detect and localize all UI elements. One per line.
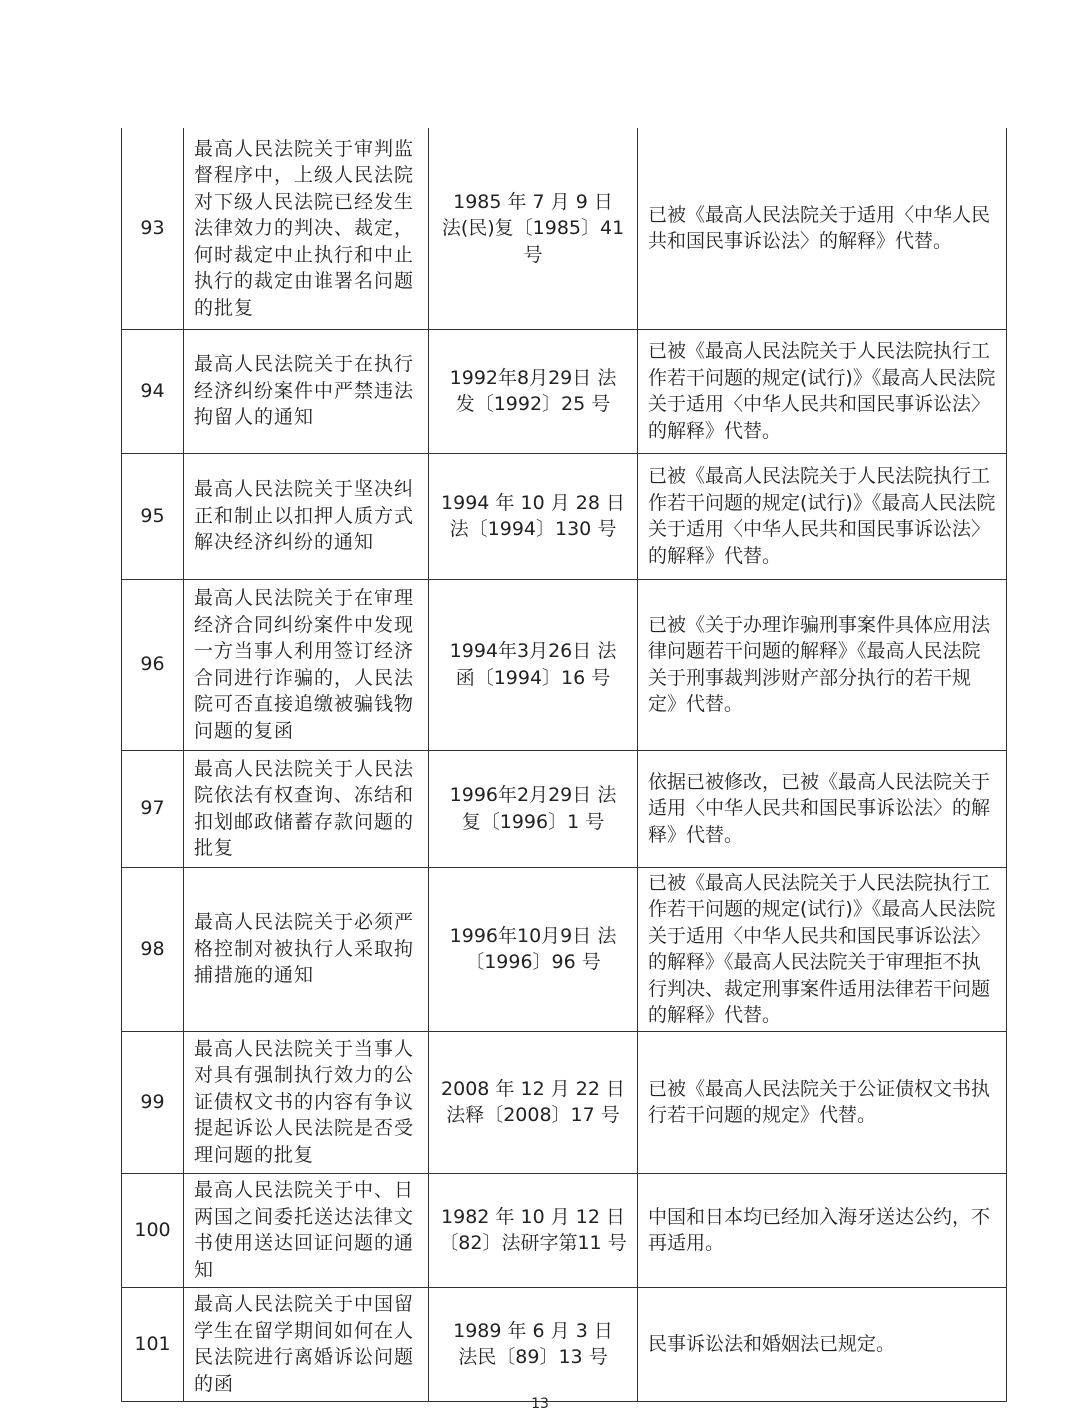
issue-info <box>429 1031 638 1173</box>
abolition-reason: 已被《最高人民法院关于人民法院执行工作若干问题的规定(试行)》《最高人民法院关于适用〈中华人民共和国民事诉讼法〉的解释》《最高人民法院关于审理拒不执行判决、裁定刑事案件适用法律若干问题的解释》代替。 <box>638 867 1007 1031</box>
issue-info <box>429 750 638 867</box>
document-title: 最高人民法院关于中国留学生在留学期间如何在人民法院进行离婚诉讼问题的函 <box>184 1287 429 1401</box>
table-row <box>122 750 1007 867</box>
document-number: 〔82〕法研字第11 号 <box>439 1232 627 1254</box>
issue-date: 1994年3月26日 法 <box>449 640 617 662</box>
document-title: 最高人民法院关于当事人对具有强制执行效力的公证债权文书的内容有争议提起诉讼人民法院是否受理问题的批复 <box>184 1031 429 1173</box>
document-number: 法〔1994〕130 号 <box>449 518 617 540</box>
issue-info <box>429 1287 638 1401</box>
row-number: 99 <box>122 1031 184 1173</box>
abolition-reason: 依据已被修改，已被《最高人民法院关于适用〈中华人民共和国民事诉讼法〉的解释》代替。 <box>638 750 1007 867</box>
issue-date: 1996年10月9日 法 <box>449 924 617 947</box>
document-number: 法(民)复〔1985〕41 号 <box>441 217 625 266</box>
abolition-reason: 中国和日本均已经加入海牙送达公约，不再适用。 <box>638 1173 1007 1287</box>
abolition-reason: 已被《最高人民法院关于人民法院执行工作若干问题的规定(试行)》《最高人民法院关于适用〈中华人民共和国民事诉讼法〉的解释》代替。 <box>638 453 1007 579</box>
issue-date: 1989 年 6 月 3 日 <box>453 1319 613 1342</box>
abolished-interpretations-table <box>121 128 1007 1402</box>
row-number: 97 <box>122 750 184 867</box>
table-row <box>122 1173 1007 1287</box>
table-row <box>122 453 1007 579</box>
row-number: 93 <box>122 128 184 329</box>
table-row <box>122 867 1007 1031</box>
issue-info <box>429 579 638 750</box>
document-title: 最高人民法院关于审判监督程序中，上级人民法院对下级人民法院已经发生法律效力的判决、裁定，何时裁定中止执行和中止执行的裁定由谁署名问题的批复 <box>184 128 429 329</box>
table-row <box>122 1031 1007 1173</box>
table-row <box>122 1287 1007 1401</box>
abolition-reason: 已被《最高人民法院关于人民法院执行工作若干问题的规定(试行)》《最高人民法院关于适用〈中华人民共和国民事诉讼法〉的解释》代替。 <box>638 329 1007 453</box>
table-row <box>122 579 1007 750</box>
abolition-reason: 已被《最高人民法院关于公证债权文书执行若干问题的规定》代替。 <box>638 1031 1007 1173</box>
document-title: 最高人民法院关于在执行经济纠纷案件中严禁违法拘留人的通知 <box>184 329 429 453</box>
document-title: 最高人民法院关于人民法院依法有权查询、冻结和扣划邮政储蓄存款问题的批复 <box>184 750 429 867</box>
document-title: 最高人民法院关于在审理经济合同纠纷案件中发现一方当事人利用签订经济合同进行诈骗的，人民法院可否直接追缴被骗钱物问题的复函 <box>184 579 429 750</box>
issue-date: 2008 年 12 月 22 日 <box>441 1077 625 1100</box>
issue-date: 1992年8月29日 法 <box>449 366 617 389</box>
issue-date: 1994 年 10 月 28 日 <box>441 491 625 514</box>
row-number: 98 <box>122 867 184 1031</box>
row-number: 95 <box>122 453 184 579</box>
abolition-reason: 已被《最高人民法院关于适用〈中华人民共和国民事诉讼法〉的解释》代替。 <box>638 128 1007 329</box>
issue-info <box>429 329 638 453</box>
document-number: 法民〔89〕13 号 <box>458 1346 608 1368</box>
row-number: 96 <box>122 579 184 750</box>
abolition-reason: 民事诉讼法和婚姻法已规定。 <box>638 1287 1007 1401</box>
page-number: 13 <box>531 1396 549 1412</box>
issue-date: 1985 年 7 月 9 日 <box>453 190 613 213</box>
issue-date: 1982 年 10 月 12 日 <box>441 1205 625 1228</box>
document-title: 最高人民法院关于坚决纠正和制止以扣押人质方式解决经济纠纷的通知 <box>184 453 429 579</box>
row-number: 101 <box>122 1287 184 1401</box>
document-number: 复〔1996〕1 号 <box>461 810 605 833</box>
row-number: 94 <box>122 329 184 453</box>
document-title: 最高人民法院关于必须严格控制对被执行人采取拘捕措施的通知 <box>184 867 429 1031</box>
issue-info <box>429 867 638 1031</box>
document-title: 最高人民法院关于中、日两国之间委托送达法律文书使用送达回证问题的通知 <box>184 1173 429 1287</box>
row-number: 100 <box>122 1173 184 1287</box>
issue-info <box>429 128 638 329</box>
document-number: 函〔1994〕16 号 <box>455 666 611 689</box>
table-row <box>122 329 1007 453</box>
document-number: 法释〔2008〕17 号 <box>446 1104 620 1126</box>
issue-info <box>429 1173 638 1287</box>
abolition-reason: 已被《关于办理诈骗刑事案件具体应用法律问题若干问题的解释》《最高人民法院关于刑事裁判涉财产部分执行的若干规定》代替。 <box>638 579 1007 750</box>
document-number: 〔1996〕96 号 <box>465 951 601 973</box>
issue-date: 1996年2月29日 法 <box>449 784 617 806</box>
table-row <box>122 128 1007 329</box>
document-number: 发〔1992〕25 号 <box>455 393 611 415</box>
issue-info <box>429 453 638 579</box>
